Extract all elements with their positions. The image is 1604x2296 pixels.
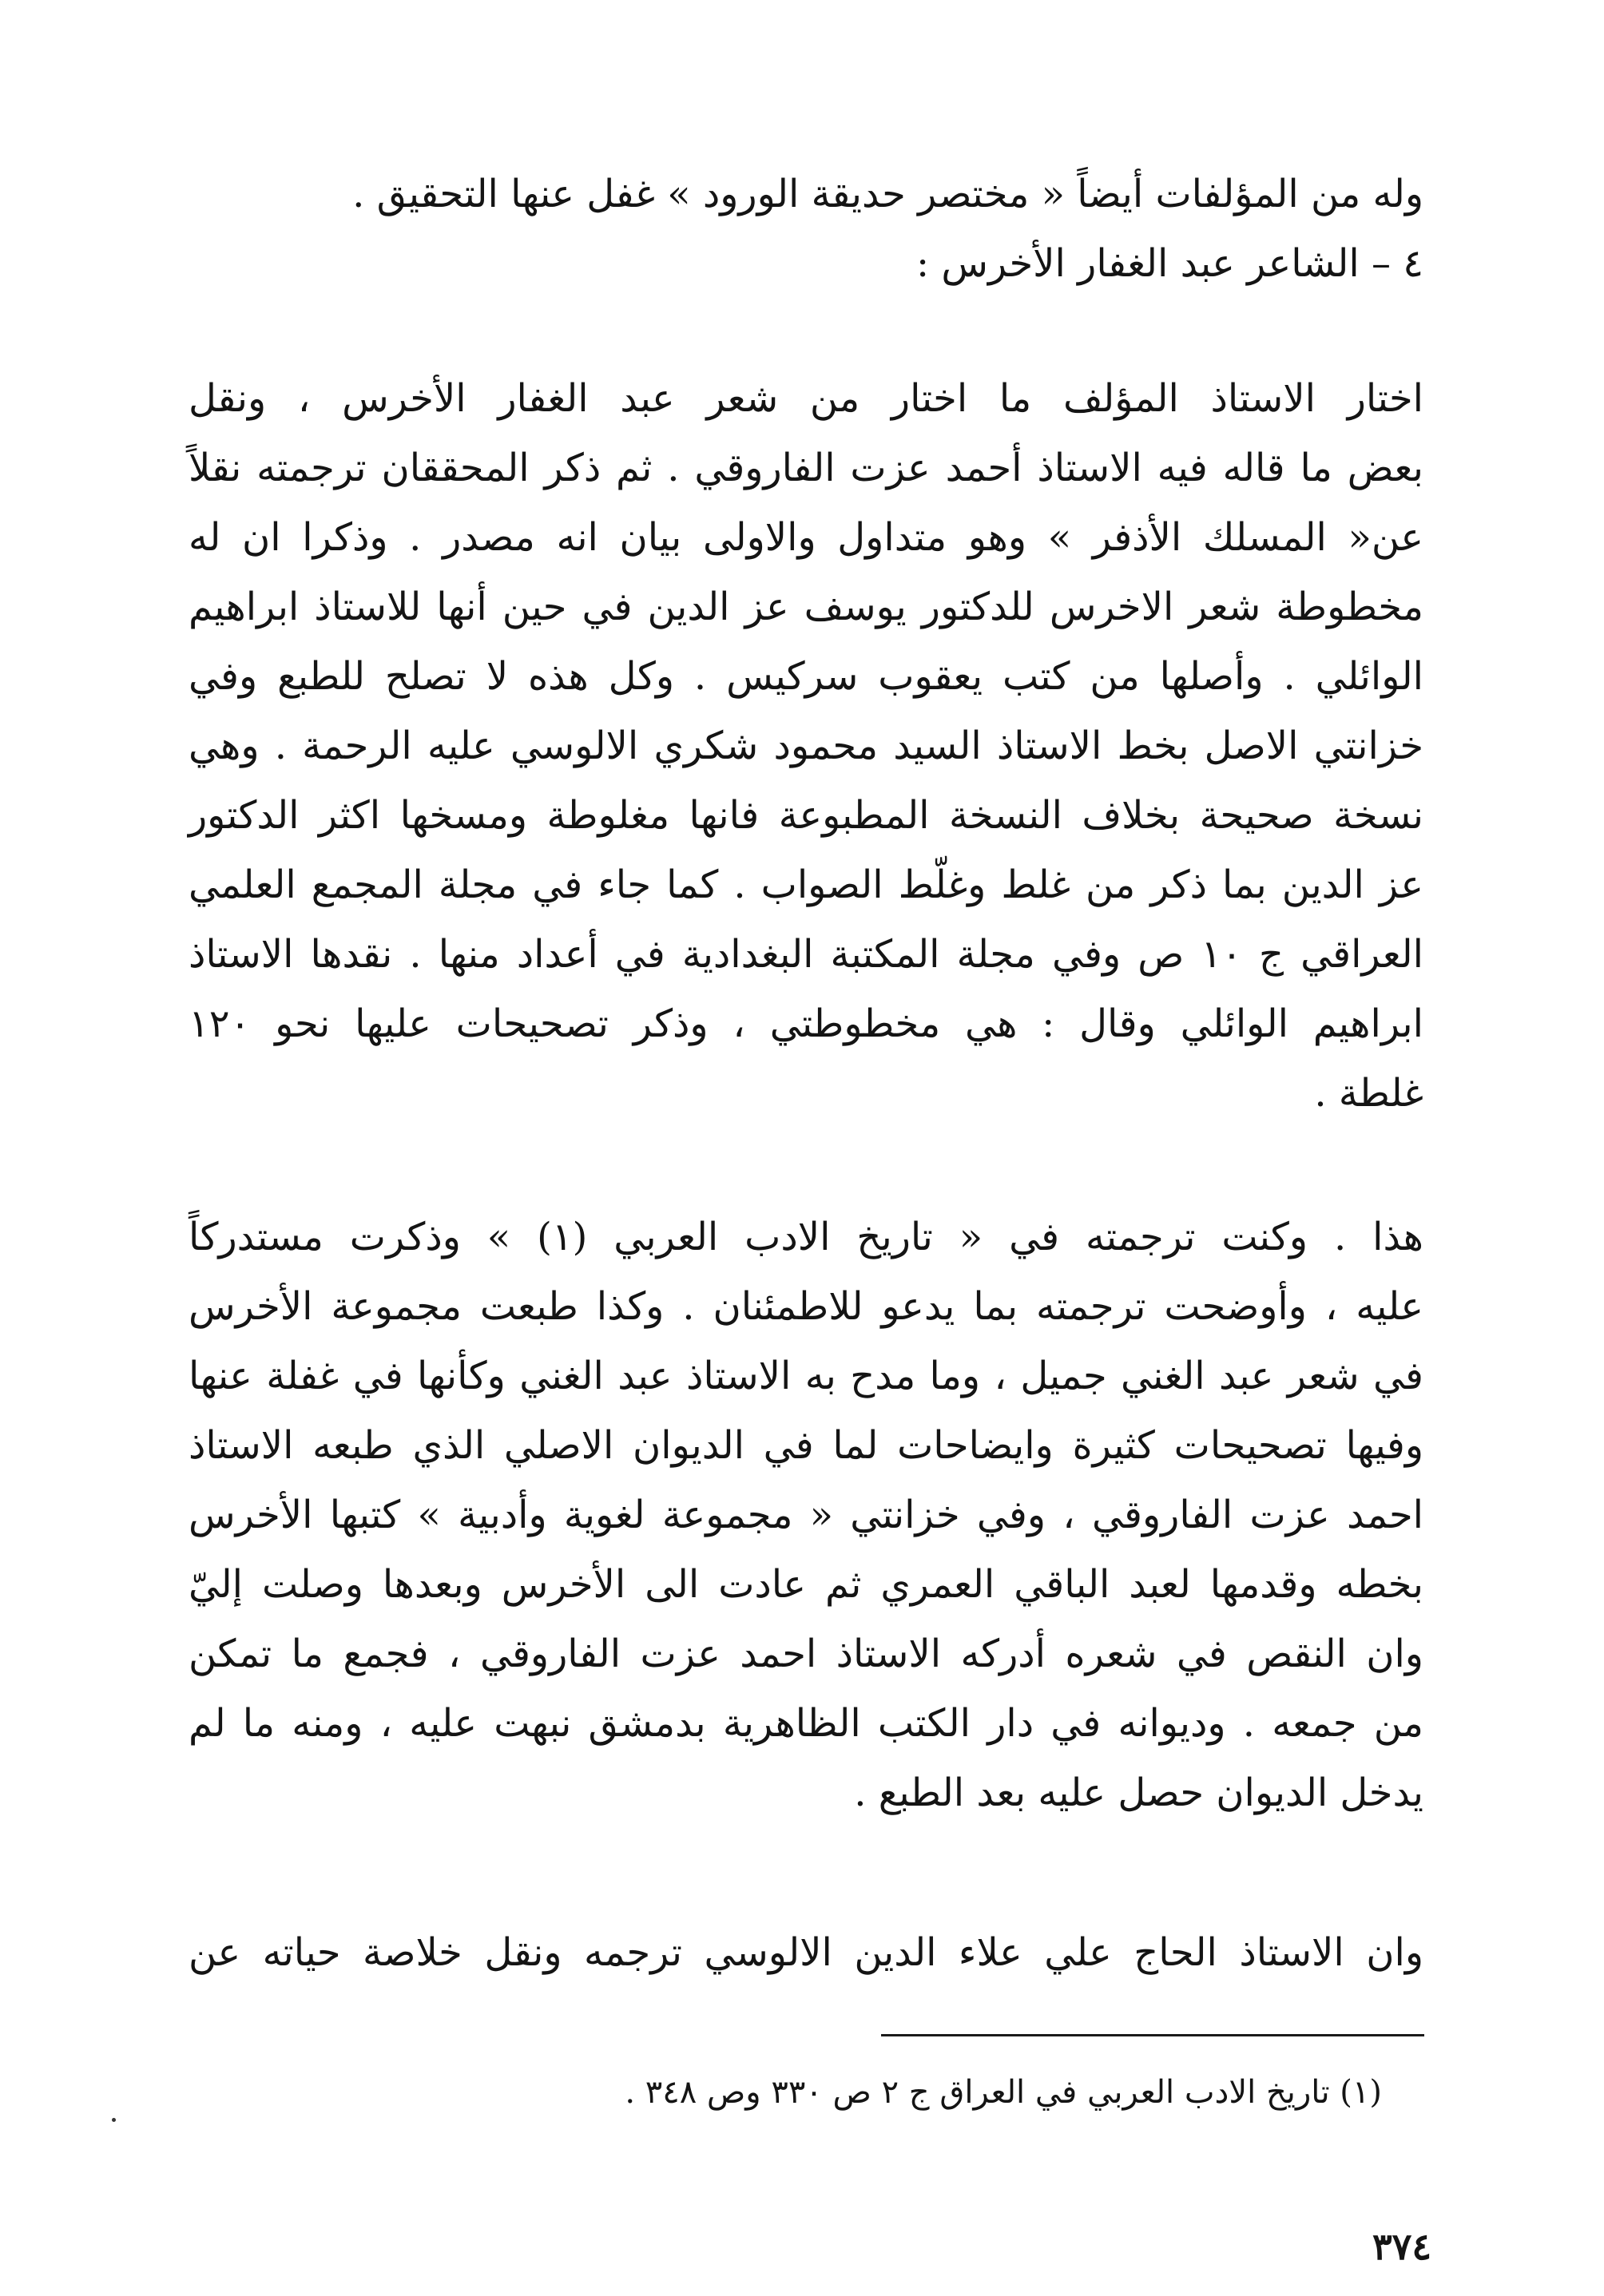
footnote-divider [881,2034,1424,2036]
text-line: يدخل الديوان حصل عليه بعد الطبع . [854,1771,1423,1815]
text-line: العراقي ج ١٠ ص وفي مجلة المكتبة البغدادية في أعداد منها . نقدها الاستاذ [189,932,1423,977]
text-line: احمد عزت الفاروقي ، وفي خزانتي « مجموعة لغوية وأدبية » كتبها الأخرس [189,1493,1423,1537]
text-line: عليه ، وأوضحت ترجمته بما يدعو للاطمئنان . وكذا طبعت مجموعة الأخرس [189,1284,1423,1329]
text-line: خزانتي الاصل بخط الاستاذ السيد محمود شكري الالوسي عليه الرحمة . وهي [189,724,1423,768]
text-line: هذا . وكنت ترجمته في « تاريخ الادب العربي (١) » وذكرت مستدركاً [189,1215,1423,1259]
text-line: غلطة . [1314,1071,1423,1116]
text-line: وان النقص في شعره أدركه الاستاذ احمد عزت الفاروقي ، فجمع ما تمكن [189,1632,1423,1676]
text-line: بخطه وقدمها لعبد الباقي العمري ثم عادت الى الأخرس وبعدها وصلت إليّ [189,1562,1423,1607]
section-heading: ٤ – الشاعر عبد الغفار الأخرس : [915,241,1423,286]
paragraph-alusi [189,1918,1423,1988]
text-line: عز الدين بما ذكر من غلط وغلّط الصواب . كما جاء في مجلة المجمع العلمي [189,862,1423,907]
text-line: بعض ما قاله فيه الاستاذ أحمد عزت الفاروقي . ثم ذكر المحققان ترجمته نقلاً [189,446,1423,490]
text-line: الوائلي . وأصلها من كتب يعقوب سركيس . وكل هذه لا تصلح للطبع وفي [189,654,1423,699]
paragraph-author-notes [189,1203,1423,1828]
text-line: من جمعه . وديوانه في دار الكتب الظاهرية بدمشق نبهت عليه ، ومنه ما لم [189,1701,1423,1746]
footnote: (١) تاريخ الادب العربي في العراق ج ٢ ص ٣٣٠ وص ٣٤٨ . [625,2074,1382,2111]
text-line: نسخة صحيحة بخلاف النسخة المطبوعة فانها مغلوطة ومسخها اكثر الدكتور [189,793,1423,838]
text-line: في شعر عبد الغني جميل ، وما مدح به الاستاذ عبد الغني وكأنها في غفلة عنها [189,1354,1423,1398]
text-line: مخطوطة شعر الاخرس للدكتور يوسف عز الدين في حين أنها للاستاذ ابراهيم [189,585,1423,629]
text-line: عن« المسلك الأذفر » وهو متداول والاولى بيان انه مصدر . وذكرا ان له [189,515,1423,560]
text-line: وان الاستاذ الحاج علي علاء الدين الالوسي ترجمه ونقل خلاصة حياته عن [189,1930,1424,1975]
text-line: وله من المؤلفات أيضاً « مختصر حديقة الورود » غفل عنها التحقيق . [352,172,1423,216]
page-number: ٣٧٤ [1372,2225,1432,2268]
text-line: ابراهيم الوائلي وقال : هي مخطوطتي ، وذكر تصحيحات عليها نحو ١٢٠ [189,1001,1423,1046]
paragraph-intro [189,160,1423,299]
scan-speck [112,2118,116,2122]
text-line: اختار الاستاذ المؤلف ما اختار من شعر عبد الغفار الأخرس ، ونقل [189,376,1423,421]
paragraph-akhras-manuscripts [189,364,1423,1128]
text-line: وفيها تصحيحات كثيرة وايضاحات لما في الديوان الاصلي الذي طبعه الاستاذ [189,1423,1424,1468]
